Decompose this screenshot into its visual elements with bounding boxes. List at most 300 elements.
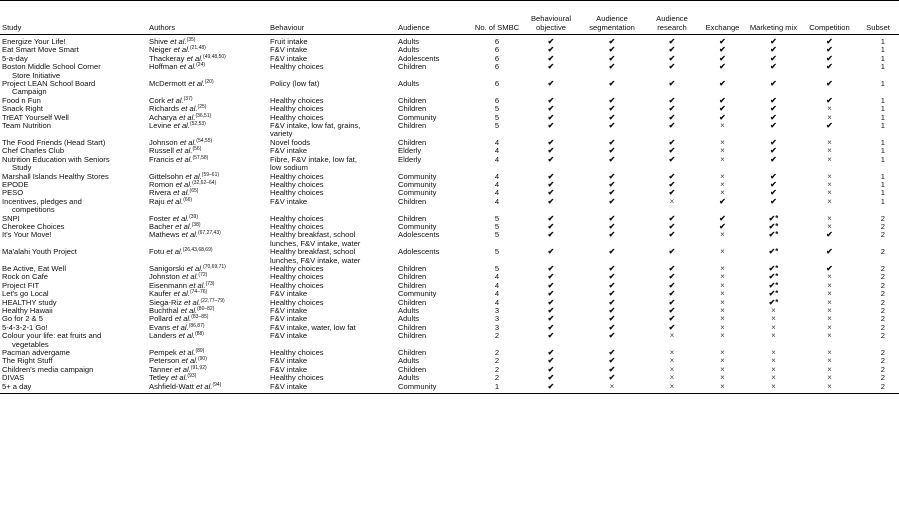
tick-mark: ✔ [608,95,616,105]
tick-mark: ✔ [547,289,555,299]
author-name: Thackeray [149,53,187,63]
behaviour-text-cont: variety [270,129,293,139]
tick-mark: ✔* [768,280,779,290]
tick-mark: ✔ [547,79,555,89]
cell-authors [147,80,268,97]
study-name: Energize Your Life! [2,37,66,46]
cross-mark: × [720,364,725,374]
study-name: Eat Smart Move Smart [2,45,79,55]
smbc-count: 4 [494,196,500,206]
tick-mark: ✔ [547,179,555,189]
header-audience-research: Audience research [644,1,700,35]
subset-value: 1 [880,137,885,147]
cell-audience-research [644,80,700,97]
table-row [0,114,899,122]
tick-mark: ✔ [547,62,555,72]
cell-subset [857,198,899,215]
tick-mark: ✔ [770,196,777,206]
tick-mark: ✔ [826,37,833,46]
smbc-count: 5 [494,230,500,240]
cross-mark: × [827,331,832,341]
reference-superscript: (83–85) [191,314,209,321]
tick-mark: ✔ [770,37,777,46]
tick-mark: ✔ [608,196,616,206]
cell-subset [857,273,899,281]
author-name: Francis [149,154,177,164]
tick-mark: ✔ [547,112,555,122]
author-name: Buchthal [149,306,181,315]
cross-mark: × [720,348,725,358]
behaviour-text: F&V intake [270,356,308,366]
cell-study [0,248,147,265]
tick-mark: ✔ [770,188,777,198]
tick-mark: ✔ [668,247,676,257]
author-name: Foster [149,213,173,223]
header-behavioural-objective: Behavioural objective [522,1,580,35]
cross-mark: × [827,213,832,223]
table-row [0,35,899,47]
reference-superscript: (72) [198,272,208,279]
cross-mark: × [669,331,675,341]
table-row [0,198,899,215]
cell-n-smbc [472,248,522,265]
author-name: Johnston [149,272,182,282]
author-name: Russell [149,146,177,156]
behaviour-text: Novel foods [270,137,311,147]
tick-mark: ✔ [668,53,676,63]
tick-mark: ✔ [668,289,676,299]
cell-subset [857,181,899,189]
reference-superscript: (73) [205,280,215,287]
et-al: et al. [176,154,193,164]
cell-audience [396,63,472,80]
behaviour-text: Healthy choices [270,188,324,198]
reference-superscript: (39) [189,213,199,220]
subset-value: 2 [880,348,885,358]
subset-value: 1 [880,104,885,114]
tick-mark: ✔ [608,62,616,72]
tick-mark: ✔ [608,230,616,240]
reference-superscript: (35) [186,37,196,43]
et-al: et al. [179,137,197,147]
table-row [0,332,899,349]
tick-mark: ✔ [608,297,616,307]
tick-mark: ✔ [770,79,777,89]
audience-text: Children [398,213,427,223]
cell-audience-research [644,231,700,248]
cross-mark: × [771,381,776,391]
cell-exchange [700,80,745,97]
table-row [0,105,899,113]
author-name: Hoffman [149,62,180,72]
cell-n-smbc [472,198,522,215]
cell-study [0,383,147,394]
tick-mark: ✔* [768,247,779,257]
cell-n-smbc [472,332,522,349]
cell-competition [802,383,857,394]
study-name: 5-4-3-2-1 Go! [2,322,48,332]
cross-mark: × [827,112,832,122]
audience-text: Elderly [398,154,422,164]
study-name: It's Your Move! [2,230,52,240]
tick-mark: ✔ [719,45,726,55]
study-name: Cherokee Choices [2,221,65,231]
et-al: et al. [167,95,184,105]
tick-mark: ✔ [608,154,616,164]
tick-mark: ✔ [719,104,726,114]
cell-audience-research [644,156,700,173]
behaviour-text: F&V intake [270,314,308,324]
cell-subset [857,156,899,173]
cell-n-smbc [472,383,522,394]
behaviour-text: F&V intake [270,306,308,315]
cross-mark: × [720,356,725,366]
tick-mark: ✔ [547,121,555,131]
subset-value: 2 [880,306,885,315]
tick-mark: ✔ [668,188,676,198]
cell-audience-segmentation [580,63,644,80]
reference-superscript: (67,27,43) [197,230,221,237]
table-row [0,97,899,105]
table-row [0,147,899,155]
tick-mark: ✔ [608,53,616,63]
cell-competition [802,63,857,80]
author-name: Cork [149,95,168,105]
tick-mark: ✔ [547,196,555,206]
audience-text: Adults [398,314,420,324]
cell-audience [396,156,472,173]
tick-mark: ✔ [668,314,676,324]
tick-mark: ✔ [608,221,616,231]
cell-study [0,63,147,80]
cell-audience-segmentation [580,332,644,349]
et-al: et al. [181,104,198,114]
tick-mark: ✔ [608,322,616,332]
tick-mark: ✔ [770,146,777,156]
cell-competition [802,198,857,215]
cell-behaviour [268,383,396,394]
cell-behavioural-objective [522,80,580,97]
et-al: et al. [178,331,196,341]
reference-superscript: (49,48,50) [203,53,226,60]
cell-subset [857,265,899,273]
study-name: Chef Charles Club [2,146,65,156]
audience-text: Children [398,331,427,341]
cell-audience [396,231,472,248]
cell-behaviour [268,231,396,248]
cell-exchange [700,156,745,173]
et-al: et al. [173,289,190,299]
study-name: TrEAT Yourself Well [2,112,69,122]
subset-value: 2 [880,263,885,273]
header-authors: Authors [147,1,268,35]
behaviour-text: Healthy choices [270,179,324,189]
cell-marketing-mix [745,156,802,173]
cross-mark: × [827,364,832,374]
cross-mark: × [669,348,675,358]
cross-mark: × [720,306,725,315]
tick-mark: ✔ [608,171,616,181]
table-row [0,282,899,290]
behaviour-text: F&V intake [270,381,308,391]
smbc-count: 6 [494,37,500,46]
smbc-count: 6 [494,95,500,105]
cell-subset [857,147,899,155]
cell-audience-segmentation [580,231,644,248]
study-name: Ma'alahi Youth Project [2,247,77,257]
reference-superscript: (22,77–79) [200,297,225,304]
reference-superscript: (52,53) [189,121,206,128]
tick-mark: ✔ [547,356,555,366]
author-name: Sanigorski [149,263,187,273]
subset-value: 1 [880,146,885,156]
audience-text: Children [398,137,427,147]
behaviour-text: F&V intake [270,53,308,63]
tick-mark: ✔ [608,263,616,273]
cell-study [0,198,147,215]
tick-mark: ✔ [547,137,555,147]
author-name: Peterson [149,356,182,366]
cell-marketing-mix [745,122,802,139]
cell-study [0,231,147,248]
reference-superscript: (26,43,68,69) [182,247,213,254]
audience-text: Children [398,121,427,131]
cross-mark: × [827,154,832,164]
reference-superscript: (66) [183,196,193,203]
tick-mark: ✔ [608,280,616,290]
tick-mark: ✔ [547,364,555,374]
study-name: The Food Friends (Head Start) [2,137,106,147]
subset-value: 2 [880,314,885,324]
smbc-count: 5 [494,213,500,223]
tick-mark: ✔ [608,37,616,46]
tick-mark: ✔ [547,37,555,46]
author-name: Acharya [149,112,179,122]
reference-superscript: (57,58) [192,154,209,161]
cell-competition [802,80,857,97]
author-name: Shive [149,37,171,46]
cross-mark: × [720,314,725,324]
tick-mark: ✔ [668,272,676,282]
smbc-count: 5 [494,221,500,231]
tick-mark: ✔ [547,263,555,273]
tick-mark: ✔ [547,213,555,223]
et-al: et al. [181,230,198,240]
et-al: et al. [172,322,189,332]
study-name: Snack Right [2,104,43,114]
study-name: 5+ a day [2,381,32,391]
smbc-count: 5 [494,247,500,257]
audience-text: Adolescents [398,247,440,257]
cell-audience [396,198,472,215]
cell-subset [857,282,899,290]
study-name: SNPI [2,213,20,223]
table-row [0,324,899,332]
cell-subset [857,55,899,63]
author-name: Pempek [149,348,179,358]
tick-mark: ✔ [547,146,555,156]
tick-mark: ✔ [608,247,616,257]
tick-mark: ✔ [547,154,555,164]
study-name-cont: competitions [12,205,55,215]
smbc-count: 3 [494,314,500,324]
smbc-count: 4 [494,137,500,147]
study-name: Project FIT [2,280,40,290]
table-row [0,55,899,63]
author-name: Bacher [149,221,176,231]
behaviour-text-cont: low sodium [270,163,308,173]
table-row [0,122,899,139]
tick-mark: ✔ [770,179,777,189]
behaviour-text: F&V intake [270,331,308,341]
cell-n-smbc [472,80,522,97]
cell-n-smbc [472,63,522,80]
cell-subset [857,114,899,122]
audience-text: Adults [398,45,420,55]
tick-mark: ✔ [608,314,616,324]
tick-mark: ✔ [608,45,616,55]
tick-mark: ✔ [770,137,777,147]
et-al: et al. [178,348,196,358]
tick-mark: ✔ [608,121,616,131]
behaviour-text: Policy (low fat) [270,79,320,89]
cross-mark: × [771,348,776,358]
cross-mark: × [771,364,776,374]
behaviour-text: F&V intake, low fat, grains, [270,121,361,131]
cell-authors [147,248,268,265]
header-study: Study [0,1,147,35]
tick-mark: ✔ [770,45,777,55]
table-row [0,63,899,80]
smbc-count: 2 [494,356,500,366]
cell-audience-segmentation [580,383,644,394]
cell-authors [147,332,268,349]
tick-mark: ✔ [608,137,616,147]
cell-competition [802,156,857,173]
cell-subset [857,173,899,181]
et-al: et al. [180,306,198,315]
tick-mark: ✔ [547,104,555,114]
subset-value: 2 [880,356,885,366]
tick-mark: ✔ [826,95,833,105]
study-name-cont: Store Initiative [12,70,61,80]
cell-subset [857,105,899,113]
cell-subset [857,349,899,357]
behaviour-text: Healthy choices [270,272,324,282]
et-al: et al. [174,364,191,374]
behaviour-text: F&V intake [270,289,308,299]
header-competition: Competition [802,1,857,35]
subset-value: 2 [880,289,885,299]
table-row [0,299,899,307]
cell-behaviour [268,156,396,173]
cross-mark: × [827,280,832,290]
behaviour-text: Healthy choices [270,221,324,231]
table-row [0,383,899,394]
reference-superscript: (54,55) [196,137,213,144]
cell-audience [396,332,472,349]
study-name: Food n Fun [2,95,41,105]
reference-superscript: (38) [191,221,201,228]
author-name: Kaufer [149,289,174,299]
audience-text: Children [398,104,427,114]
cell-subset [857,248,899,265]
cross-mark: × [720,146,725,156]
cell-subset [857,307,899,315]
reference-superscript: (56) [192,146,202,153]
cell-audience-research [644,383,700,394]
tick-mark: ✔ [668,154,676,164]
tick-mark: ✔ [668,95,676,105]
tick-mark: ✔ [719,37,726,46]
reference-superscript: (25) [197,104,207,111]
tick-mark: ✔ [547,373,555,383]
cell-exchange [700,63,745,80]
audience-text: Children [398,263,427,273]
cell-behavioural-objective [522,122,580,139]
tick-mark: ✔ [826,79,833,89]
cell-authors [147,231,268,248]
reference-superscript: (93) [187,373,197,380]
tick-mark: ✔ [547,188,555,198]
cell-subset [857,315,899,323]
cell-subset [857,290,899,298]
et-al: et al. [188,79,205,89]
study-name: Boston Middle School Corner [2,62,101,72]
cell-subset [857,215,899,223]
subset-value: 1 [880,112,885,122]
author-name: Gittelsohn [149,171,186,181]
audience-text: Children [398,322,427,332]
author-name: Eisenmann [149,280,190,290]
audience-text: Community [398,289,437,299]
reference-superscript: (21,48) [189,45,206,52]
smbc-count: 3 [494,322,500,332]
cell-competition [802,248,857,265]
behaviour-text: Healthy choices [270,213,324,223]
cell-behaviour [268,198,396,215]
tick-mark: ✔ [547,306,555,315]
subset-value: 1 [880,53,885,63]
smbc-count: 2 [494,373,500,383]
author-name: Mathews [149,230,182,240]
cell-exchange [700,198,745,215]
tick-mark: ✔ [608,272,616,282]
subset-value: 2 [880,272,885,282]
tick-mark: ✔ [608,306,616,315]
tick-mark: ✔ [547,272,555,282]
subset-value: 2 [880,381,885,391]
cross-mark: × [771,356,776,366]
smbc-count: 2 [494,348,500,358]
study-name: Children's media campaign [2,364,94,374]
cell-authors [147,156,268,173]
tick-mark: ✔ [668,179,676,189]
study-name: Incentives, pledges and [2,196,82,206]
cross-mark: × [720,247,725,257]
cell-subset [857,122,899,139]
study-name: Pacman advergame [2,348,70,358]
subset-value: 2 [880,221,885,231]
smbc-count: 6 [494,53,500,63]
header-audience: Audience [396,1,472,35]
audience-text: Children [398,95,427,105]
cell-exchange [700,231,745,248]
study-name: The Right Stuff [2,356,53,366]
cross-mark: × [720,331,725,341]
behaviour-text: F&V intake [270,364,308,374]
cross-mark: × [720,230,725,240]
